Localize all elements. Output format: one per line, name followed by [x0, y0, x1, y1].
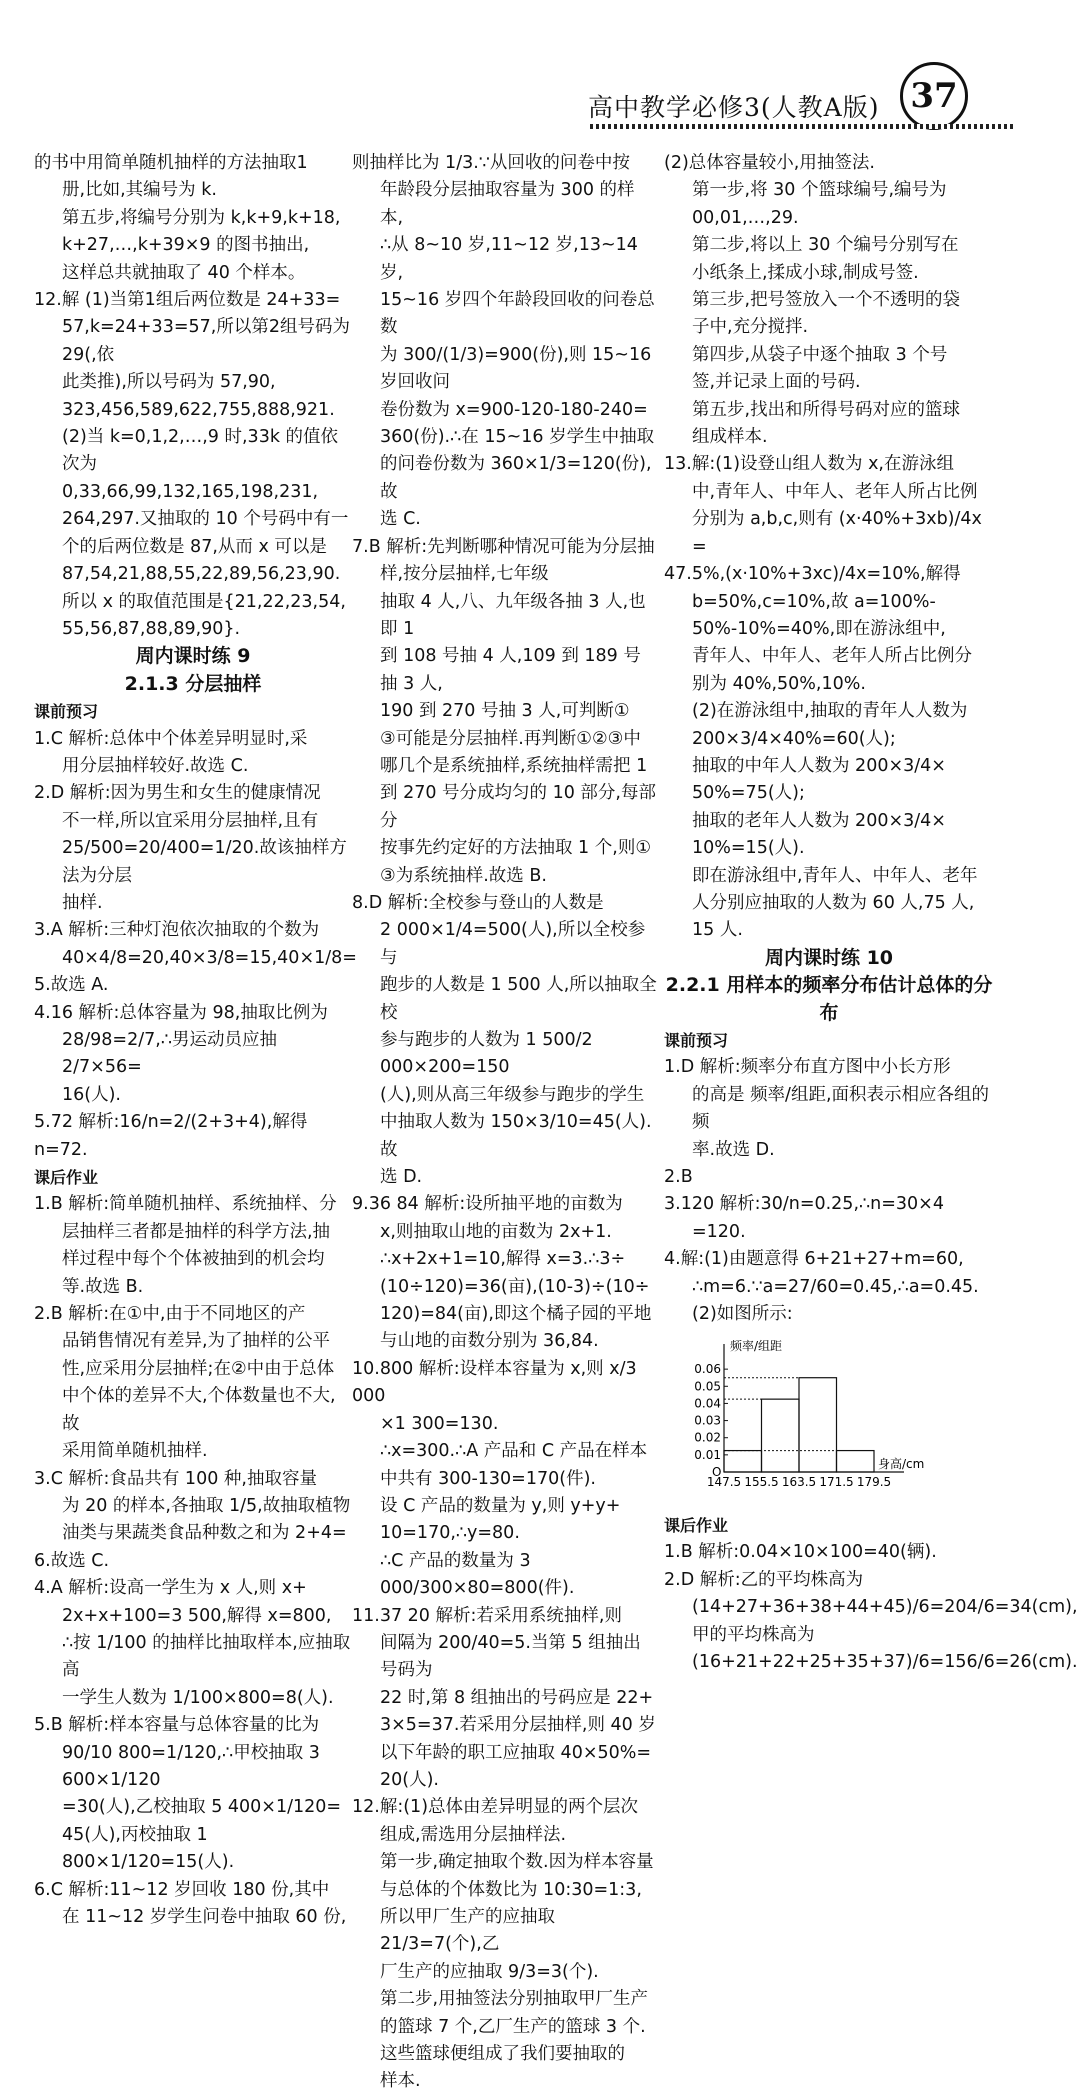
- text-line: 选 C.: [380, 509, 421, 530]
- section-9-subtitle: 2.1.3 分层抽样: [124, 672, 262, 695]
- y-tick-label: 0.05: [694, 1379, 721, 1394]
- text-line: (2)当 k=0,1,2,…,9 时,33k 的值依: [62, 427, 339, 448]
- text-line: 次为 0,33,66,99,132,165,198,231,: [62, 454, 319, 502]
- text-line: 第一步,将 30 个篮球编号,编号为: [692, 180, 947, 201]
- x-tick-label: 147.5: [706, 1475, 742, 1490]
- text-line: 抽样.: [62, 892, 103, 913]
- text-line: 10%=15(人).: [692, 838, 805, 859]
- col2-lines: [352, 150, 657, 2096]
- text-line: (人),则从高三年级参与跑步的学生: [380, 1084, 645, 1105]
- page-header: [0, 0, 1024, 130]
- text-line: ∴x=300.∴A 产品和 C 产品在样本: [380, 1441, 648, 1462]
- text-line: 别为 40%,50%,10%.: [692, 673, 866, 694]
- text-line: 此类推),所以号码为 57,90,: [62, 372, 276, 393]
- text-line: 中个体的差异不大,个体数量也不大,故: [62, 1386, 336, 1434]
- text-line: 油类与果蔬类食品种数之和为 2+4=: [62, 1523, 347, 1544]
- text-line: ∴m=6.∵a=27/60=0.45,∴a=0.45.: [692, 1276, 979, 1297]
- text-line: 5.故选 A.: [34, 975, 109, 996]
- text-line: 层抽样三者都是抽样的科学方法,抽: [62, 1221, 331, 1242]
- text-line: 13.解:(1)设登山组人数为 x,在游泳组: [664, 454, 954, 475]
- text-line: 册,比如,其编号为 k.: [62, 180, 217, 201]
- text-line: 即在游泳组中,青年人、中年人、老年: [692, 865, 978, 886]
- histogram-chart: [684, 1332, 924, 1502]
- text-line: 3×5=37.若采用分层抽样,则 40 岁: [380, 1715, 656, 1736]
- text-line: 10.800 解析:设样本容量为 x,则 x/3 000: [352, 1358, 637, 1407]
- text-line: 12.解:(1)总体由差异明显的两个层次: [352, 1797, 639, 1818]
- text-line: 到 270 号分成均匀的 10 部分,每部分: [380, 783, 656, 831]
- text-line: 1.B 解析:简单随机抽样、系统抽样、分: [34, 1194, 337, 1215]
- text-line: 人分别应抽取的人数为 60 人,75 人,: [692, 892, 975, 913]
- text-line: ③为系统抽样.故选 B.: [380, 865, 547, 886]
- text-line: 22 时,第 8 组抽出的号码应是 22+: [380, 1687, 654, 1708]
- text-line: 55,56,87,88,89,90}.: [62, 618, 241, 639]
- text-line: 中共有 300-130=170(件).: [380, 1468, 596, 1489]
- text-line: 360(份).∴在 15~16 岁学生中抽取: [380, 427, 655, 448]
- text-line: 间隔为 200/40=5.当第 5 组抽出号码为: [380, 1632, 641, 1681]
- text-line: 分别为 a,b,c,则有 (x·40%+3xb)/4x =: [692, 509, 982, 557]
- text-line: (2)总体容量较小,用抽签法.: [664, 153, 875, 173]
- text-line: 这些篮球便组成了我们要抽取的: [380, 2044, 625, 2065]
- text-line: 28/98=2/7,∴男运动员应抽 2/7×56=: [62, 1030, 277, 1078]
- text-line: 甲的平均株高为: [692, 1624, 815, 1645]
- text-line: 45(人),丙校抽取 1 800×1/120=15(人).: [62, 1824, 235, 1873]
- homework-label-2: 课后作业: [664, 1515, 729, 1535]
- text-line: ∴按 1/100 的抽样比抽取样本,应抽取高: [62, 1632, 351, 1681]
- text-line: ③可能是分层抽样.再判断①②③中: [380, 728, 641, 749]
- column-3: [664, 150, 1078, 1676]
- col3b-lines: [664, 1054, 994, 1328]
- text-line: ∴x+2x+1=10,解得 x=3.∴3÷: [380, 1249, 626, 1270]
- text-line: 的高是 频率/组距,面积表示相应各组的频: [692, 1084, 990, 1133]
- col3c-lines: [664, 1539, 1078, 1676]
- text-line: 7.B 解析:先判断哪种情况可能为分层抽: [352, 536, 655, 557]
- text-line: 按事先约定好的方法抽取 1 个,则①: [380, 838, 652, 859]
- text-line: 120)=84(亩),即这个橘子园的平地: [380, 1304, 652, 1325]
- text-line: 年龄段分层抽取容量为 300 的样本,: [380, 180, 635, 228]
- text-line: 品销售情况有差异,为了抽样的公平: [62, 1331, 331, 1352]
- col1c-lines: [34, 1191, 352, 1931]
- text-line: 16(人).: [62, 1084, 121, 1105]
- text-line: 所以甲厂生产的应抽取 21/3=7(个),乙: [380, 1907, 555, 1955]
- text-line: 以下年龄的职工应抽取 40×50%=: [380, 1742, 652, 1763]
- x-tick-label: 155.5: [744, 1475, 779, 1490]
- y-tick-label: 0.04: [694, 1396, 721, 1411]
- x-axis-label: 身高/cm: [878, 1457, 925, 1472]
- text-line: 厂生产的应抽取 9/3=3(个).: [380, 1961, 599, 1982]
- text-line: 57,k=24+33=57,所以第2组号码为 29(,依: [62, 317, 350, 365]
- text-line: 样过程中每个个体被抽到的机会均: [62, 1249, 325, 1270]
- text-line: 小纸条上,揉成小球,制成号签.: [692, 262, 919, 283]
- text-line: 所以 x 的取值范围是{21,22,23,54,: [62, 591, 346, 612]
- text-line: =30(人),乙校抽取 5 400×1/120=: [62, 1797, 342, 1818]
- text-line: 00,01,…,29.: [692, 207, 799, 228]
- text-line: 选 D.: [380, 1167, 423, 1188]
- text-line: 第五步,将编号分别为 k,k+9,k+18,: [62, 207, 341, 228]
- text-line: 个的后两位数是 87,从而 x 可以是: [62, 536, 327, 557]
- text-line: 190 到 270 号抽 3 人,可判断①: [380, 701, 630, 722]
- text-line: 签,并记录上面的号码.: [692, 372, 861, 393]
- histogram-bar: [724, 1451, 762, 1472]
- text-line: 2.D 解析:因为男生和女生的健康情况: [34, 783, 321, 804]
- text-line: 组成,需选用分层抽样法.: [380, 1824, 567, 1845]
- text-line: 90/10 800=1/120,∴甲校抽取 3 600×1/120: [62, 1742, 320, 1790]
- text-line: 10=170,∴y=80.: [380, 1523, 520, 1544]
- y-tick-label: 0.01: [694, 1448, 721, 1463]
- x-tick-label: 171.5: [819, 1475, 854, 1490]
- text-line: 200×3/4×40%=60(人);: [692, 728, 896, 749]
- text-line: ∴C 产品的数量为 3 000/300×80=800(件).: [380, 1550, 575, 1599]
- book-title: 高中教学必修3(人教A版): [588, 93, 880, 122]
- text-line: 第三步,把号签放入一个不透明的袋: [692, 290, 961, 311]
- text-line: 的篮球 7 个,乙厂生产的篮球 3 个.: [380, 2016, 646, 2037]
- text-line: 4.解:(1)由题意得 6+21+27+m=60,: [664, 1249, 964, 1270]
- text-line: 设 C 产品的数量为 y,则 y+y+: [380, 1495, 621, 1516]
- text-line: 这样总共就抽取了 40 个样本。: [62, 262, 306, 283]
- text-line: 50%-10%=40%,即在游泳组中,: [692, 618, 946, 639]
- y-tick-label: 0.02: [694, 1431, 721, 1446]
- text-line: b=50%,c=10%,故 a=100%-: [692, 591, 936, 612]
- text-line: 子中,充分搅拌.: [692, 317, 809, 338]
- text-line: 中抽取人数为 150×3/10=45(人).故: [380, 1112, 652, 1160]
- section-9-title: 周内课时练 9: [135, 645, 251, 668]
- text-line: ×1 300=130.: [380, 1413, 499, 1434]
- histogram-bar: [799, 1378, 837, 1472]
- text-line: 第二步,用抽签法分别抽取甲厂生产: [380, 1989, 649, 2010]
- text-line: 9.36 84 解析:设所抽平地的亩数为: [352, 1194, 623, 1215]
- text-line: 中,青年人、中年人、老年人所占比例: [692, 481, 978, 502]
- text-line: 样,按分层抽样,七年级: [380, 564, 549, 585]
- text-line: 3.C 解析:食品共有 100 种,抽取容量: [34, 1468, 317, 1489]
- text-line: 264,297.又抽取的 10 个号码中有一: [62, 509, 349, 530]
- text-line: (2)在游泳组中,抽取的青年人人数为: [692, 701, 968, 722]
- text-line: 1.C 解析:总体中个体差异明显时,采: [34, 728, 308, 749]
- preview-label-2: 课前预习: [664, 1031, 729, 1050]
- text-line: 组成样本.: [692, 427, 768, 448]
- text-line: (14+27+36+38+44+45)/6=204/6=34(cm),: [692, 1597, 1078, 1618]
- text-line: 4.16 解析:总体容量为 98,抽取比例为: [34, 1002, 328, 1023]
- text-line: 在 11~12 岁学生问卷中抽取 60 份,: [62, 1907, 347, 1927]
- column-2: [352, 150, 657, 2096]
- col1b-lines: [34, 726, 357, 1165]
- text-line: 的书中用简单随机抽样的方法抽取1: [34, 153, 308, 173]
- preview-label: 课前预习: [34, 702, 99, 722]
- text-line: 卷份数为 x=900-120-180-240=: [380, 399, 648, 420]
- text-line: 1.B 解析:0.04×10×100=40(辆).: [664, 1542, 937, 1563]
- text-line: 青年人、中年人、老年人所占比例分: [692, 646, 972, 667]
- text-line: k+27,…,k+39×9 的图书抽出,: [62, 235, 310, 256]
- text-line: 与总体的个体数比为 10:30=1:3,: [380, 1879, 642, 1900]
- text-line: 抽取的中年人人数为 200×3/4×: [692, 755, 946, 776]
- text-line: 15~16 岁四个年龄段回收的问卷总数: [380, 290, 655, 338]
- homework-label: 课后作业: [34, 1168, 99, 1188]
- text-line: 3.120 解析:30/n=0.25,∴n=30×4: [664, 1194, 944, 1215]
- col3-lines: [664, 150, 994, 945]
- y-tick-label: 0.03: [694, 1414, 721, 1429]
- text-line: 5.B 解析:样本容量与总体容量的比为: [34, 1715, 320, 1736]
- text-line: 47.5%,(x·10%+3xc)/4x=10%,解得: [664, 564, 961, 585]
- text-line: 与山地的亩数分别为 36,84.: [380, 1331, 599, 1352]
- text-line: 采用简单随机抽样.: [62, 1441, 208, 1462]
- histogram-bar: [762, 1400, 800, 1473]
- histogram-bar: [837, 1451, 875, 1472]
- text-line: 2.B 解析:在①中,由于不同地区的产: [34, 1304, 306, 1325]
- text-line: 用分层抽样较好.故选 C.: [62, 755, 249, 776]
- text-line: 到 108 号抽 4 人,109 到 189 号抽 3 人,: [380, 646, 641, 694]
- text-line: 12.解 (1)当第1组后两位数是 24+33=: [34, 290, 341, 311]
- text-line: (10÷120)=36(亩),(10-3)÷(10÷: [380, 1276, 650, 1297]
- column-1: [34, 150, 357, 1931]
- text-line: 性,应采用分层抽样;在②中由于总体: [62, 1358, 335, 1379]
- text-line: 则抽样比为 1/3.∵从回收的问卷中按: [352, 153, 630, 173]
- y-axis-label: 频率/组距: [730, 1339, 783, 1354]
- text-line: 哪几个是系统抽样,系统抽样需把 1: [380, 755, 648, 776]
- text-line: ∴从 8~10 岁,11~12 岁,13~14 岁,: [380, 235, 638, 283]
- text-line: 一学生人数为 1/100×800=8(人).: [62, 1687, 334, 1708]
- section-10-subtitle: 2.2.1 用样本的频率分布估计总体的分布: [665, 974, 993, 1024]
- text-line: 1.D 解析:频率分布直方图中小长方形: [664, 1057, 951, 1078]
- text-line: 2x+x+100=3 500,解得 x=800,: [62, 1605, 332, 1626]
- text-line: 40×4/8=20,40×3/8=15,40×1/8=: [62, 947, 357, 968]
- text-line: 5.72 解析:16/n=2/(2+3+4),解得 n=72.: [34, 1112, 308, 1160]
- text-line: 11.37 20 解析:若采用系统抽样,则: [352, 1605, 622, 1626]
- text-line: 第二步,将以上 30 个编号分别写在: [692, 235, 959, 256]
- section-10-title: 周内课时练 10: [764, 946, 894, 969]
- text-line: 第一步,确定抽取个数.因为样本容量: [380, 1852, 654, 1873]
- text-line: 跑步的人数是 1 500 人,所以抽取全校: [380, 975, 657, 1023]
- x-tick-label: 179.5: [856, 1475, 892, 1490]
- text-line: 15 人.: [692, 920, 743, 941]
- text-line: 20(人).: [380, 1769, 439, 1790]
- col1-lines: [34, 150, 352, 643]
- text-line: 8.D 解析:全校参与登山的人数是: [352, 892, 604, 913]
- text-line: =120.: [692, 1221, 746, 1242]
- y-tick-label: 0.06: [694, 1362, 721, 1377]
- text-line: (2)如图所示:: [692, 1304, 793, 1325]
- text-line: 样本.: [380, 2071, 421, 2092]
- text-line: 率.故选 D.: [692, 1139, 775, 1160]
- text-line: 87,54,21,88,55,22,89,56,23,90.: [62, 564, 341, 585]
- text-line: 第五步,找出和所得号码对应的篮球: [692, 399, 961, 420]
- text-line: 25/500=20/400=1/20.故该抽样方法为分层: [62, 838, 347, 886]
- text-line: 抽取的老年人人数为 200×3/4×: [692, 810, 946, 831]
- text-line: (16+21+22+25+35+37)/6=156/6=26(cm).: [692, 1651, 1078, 1672]
- x-tick-label: 163.5: [781, 1475, 817, 1490]
- origin-label: O: [712, 1465, 722, 1480]
- header-rule: [590, 124, 1014, 129]
- text-line: 323,456,589,622,755,888,921.: [62, 399, 335, 420]
- text-line: 为 300/(1/3)=900(份),则 15~16 岁回收问: [380, 344, 652, 393]
- text-line: 2 000×1/4=500(人),所以全校参与: [380, 920, 646, 968]
- text-line: 6.故选 C.: [34, 1550, 110, 1571]
- text-line: 50%=75(人);: [692, 783, 805, 804]
- text-line: 不一样,所以宜采用分层抽样,且有: [62, 810, 319, 831]
- text-line: 2.D 解析:乙的平均株高为: [664, 1569, 864, 1590]
- text-line: 3.A 解析:三种灯泡依次抽取的个数为: [34, 920, 320, 941]
- text-line: 等.故选 B.: [62, 1276, 144, 1297]
- text-line: 2.B: [664, 1167, 693, 1188]
- text-line: 第四步,从袋子中逐个抽取 3 个号: [692, 344, 948, 365]
- text-line: 为 20 的样本,各抽取 1/5,故抽取植物: [62, 1495, 351, 1516]
- text-line: 4.A 解析:设高一学生为 x 人,则 x+: [34, 1578, 307, 1599]
- page-number: 37: [900, 62, 968, 130]
- text-line: 参与跑步的人数为 1 500/2 000×200=150: [380, 1030, 593, 1078]
- text-line: 6.C 解析:11~12 岁回收 180 份,其中: [34, 1879, 330, 1900]
- text-line: x,则抽取山地的亩数为 2x+1.: [380, 1221, 612, 1242]
- text-line: 抽取 4 人,八、九年级各抽 3 人,也即 1: [380, 591, 646, 639]
- text-line: 的问卷份数为 360×1/3=120(份),故: [380, 454, 652, 502]
